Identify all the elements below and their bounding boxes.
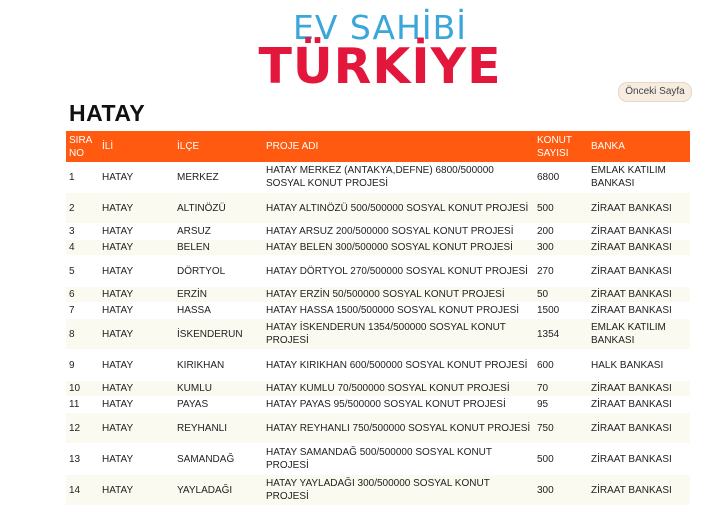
- cell-ili: HATAY: [99, 413, 174, 444]
- cell-konut-sayisi: 270: [534, 256, 588, 287]
- cell-sira-no: 6: [66, 287, 99, 303]
- cell-ili: HATAY: [99, 287, 174, 303]
- cell-konut-sayisi: 1500: [534, 303, 588, 319]
- table-row: [66, 413, 690, 444]
- cell-sira-no: 12: [66, 413, 99, 444]
- previous-page-button[interactable]: Önceki Sayfa: [618, 82, 692, 102]
- table-row: [66, 162, 690, 193]
- cell-ilce: DÖRTYOL: [174, 256, 263, 287]
- cell-proje-adi: HATAY MERKEZ (ANTAKYA,DEFNE) 6800/500000 SOSYAL KONUT PROJESİ: [263, 162, 534, 193]
- cell-proje-adi: HATAY YAYLADAĞI 300/500000 SOSYAL KONUT PROJESİ: [263, 475, 534, 506]
- cell-ili: HATAY: [99, 475, 174, 506]
- cell-konut-sayisi: 200: [534, 224, 588, 240]
- cell-ilce: MERKEZ: [174, 162, 263, 193]
- cell-konut-sayisi: 300: [534, 240, 588, 256]
- cell-sira-no: 3: [66, 224, 99, 240]
- cell-sira-no: 13: [66, 444, 99, 475]
- cell-banka: ZİRAAT BANKASI: [588, 381, 690, 397]
- table-row: [66, 303, 690, 319]
- cell-ili: HATAY: [99, 256, 174, 287]
- table-row: [66, 381, 690, 397]
- cell-proje-adi: HATAY PAYAS 95/500000 SOSYAL KONUT PROJESİ: [263, 397, 534, 413]
- header-ilce: İLÇE: [177, 141, 200, 152]
- cell-ili: HATAY: [99, 397, 174, 413]
- cell-banka: ZİRAAT BANKASI: [588, 193, 690, 224]
- table-row: [66, 397, 690, 413]
- cell-konut-sayisi: 500: [534, 444, 588, 475]
- cell-banka: ZİRAAT BANKASI: [588, 303, 690, 319]
- cell-konut-sayisi: 70: [534, 381, 588, 397]
- cell-ilce: REYHANLI: [174, 413, 263, 444]
- cell-banka: ZİRAAT BANKASI: [588, 224, 690, 240]
- cell-konut-sayisi: 6800: [534, 162, 588, 193]
- cell-banka: ZİRAAT BANKASI: [588, 240, 690, 256]
- cell-banka: ZİRAAT BANKASI: [588, 475, 690, 506]
- header-proje-adi: PROJE ADI: [266, 141, 319, 152]
- cell-banka: EMLAK KATILIM BANKASI: [588, 319, 690, 350]
- logo-bottom-line: TÜRKİYE: [258, 38, 502, 95]
- cell-konut-sayisi: 750: [534, 413, 588, 444]
- cell-ilce: HASSA: [174, 303, 263, 319]
- cell-proje-adi: HATAY KUMLU 70/500000 SOSYAL KONUT PROJESİ: [263, 381, 534, 397]
- projects-table: [66, 131, 690, 506]
- cell-ilce: KUMLU: [174, 381, 263, 397]
- cell-banka: ZİRAAT BANKASI: [588, 444, 690, 475]
- cell-banka: HALK BANKASI: [588, 350, 690, 381]
- cell-konut-sayisi: 50: [534, 287, 588, 303]
- cell-proje-adi: HATAY REYHANLI 750/500000 SOSYAL KONUT PROJESİ: [263, 413, 534, 444]
- cell-ilce: PAYAS: [174, 397, 263, 413]
- cell-konut-sayisi: 500: [534, 193, 588, 224]
- cell-banka: ZİRAAT BANKASI: [588, 397, 690, 413]
- cell-konut-sayisi: 1354: [534, 319, 588, 350]
- cell-ilce: YAYLADAĞI: [174, 475, 263, 506]
- cell-banka: EMLAK KATILIM BANKASI: [588, 162, 690, 193]
- cell-ili: HATAY: [99, 319, 174, 350]
- table-row: [66, 193, 690, 224]
- cell-proje-adi: HATAY BELEN 300/500000 SOSYAL KONUT PROJESİ: [263, 240, 534, 256]
- cell-sira-no: 4: [66, 240, 99, 256]
- table-row: [66, 287, 690, 303]
- table-row: [66, 475, 690, 506]
- header-banka: BANKA: [591, 141, 625, 152]
- cell-sira-no: 11: [66, 397, 99, 413]
- logo-top-line: EV SAHİBİ: [293, 8, 467, 47]
- table-body: [66, 162, 690, 506]
- cell-konut-sayisi: 300: [534, 475, 588, 506]
- header-sira-no: SIRA NO: [69, 134, 92, 159]
- table-row: [66, 444, 690, 475]
- cell-proje-adi: HATAY DÖRTYOL 270/500000 SOSYAL KONUT PROJESİ: [263, 256, 534, 287]
- cell-konut-sayisi: 95: [534, 397, 588, 413]
- cell-ilce: ERZİN: [174, 287, 263, 303]
- table-row: [66, 319, 690, 350]
- table-row: [66, 240, 690, 256]
- cell-ili: HATAY: [99, 350, 174, 381]
- cell-sira-no: 10: [66, 381, 99, 397]
- cell-sira-no: 9: [66, 350, 99, 381]
- cell-ili: HATAY: [99, 303, 174, 319]
- cell-sira-no: 2: [66, 193, 99, 224]
- cell-proje-adi: HATAY ARSUZ 200/500000 SOSYAL KONUT PROJESİ: [263, 224, 534, 240]
- header-ili: İLİ: [102, 141, 114, 152]
- table-row: [66, 224, 690, 240]
- table-header-row: [66, 131, 690, 162]
- cell-ilce: ARSUZ: [174, 224, 263, 240]
- cell-ili: HATAY: [99, 193, 174, 224]
- cell-proje-adi: HATAY ALTINÖZÜ 500/500000 SOSYAL KONUT PROJESİ: [263, 193, 534, 224]
- cell-ilce: SAMANDAĞ: [174, 444, 263, 475]
- cell-ilce: KIRIKHAN: [174, 350, 263, 381]
- cell-ili: HATAY: [99, 240, 174, 256]
- cell-sira-no: 8: [66, 319, 99, 350]
- cell-ili: HATAY: [99, 224, 174, 240]
- cell-banka: ZİRAAT BANKASI: [588, 256, 690, 287]
- cell-banka: ZİRAAT BANKASI: [588, 413, 690, 444]
- header-konut-sayisi: KONUT SAYISI: [537, 134, 572, 159]
- cell-ilce: BELEN: [174, 240, 263, 256]
- page-title: HATAY: [69, 100, 146, 126]
- cell-proje-adi: HATAY İSKENDERUN 1354/500000 SOSYAL KONUT PROJESİ: [263, 319, 534, 350]
- cell-sira-no: 7: [66, 303, 99, 319]
- cell-ili: HATAY: [99, 381, 174, 397]
- table-row: [66, 350, 690, 381]
- cell-konut-sayisi: 600: [534, 350, 588, 381]
- cell-proje-adi: HATAY KIRIKHAN 600/500000 SOSYAL KONUT PROJESİ: [263, 350, 534, 381]
- cell-sira-no: 5: [66, 256, 99, 287]
- cell-proje-adi: HATAY HASSA 1500/500000 SOSYAL KONUT PROJESİ: [263, 303, 534, 319]
- cell-banka: ZİRAAT BANKASI: [588, 287, 690, 303]
- cell-proje-adi: HATAY SAMANDAĞ 500/500000 SOSYAL KONUT PROJESİ: [263, 444, 534, 475]
- cell-ili: HATAY: [99, 444, 174, 475]
- cell-ili: HATAY: [99, 162, 174, 193]
- table-row: [66, 256, 690, 287]
- cell-ilce: ALTINÖZÜ: [174, 193, 263, 224]
- cell-sira-no: 14: [66, 475, 99, 506]
- cell-sira-no: 1: [66, 162, 99, 193]
- cell-proje-adi: HATAY ERZİN 50/500000 SOSYAL KONUT PROJESİ: [263, 287, 534, 303]
- cell-ilce: İSKENDERUN: [174, 319, 263, 350]
